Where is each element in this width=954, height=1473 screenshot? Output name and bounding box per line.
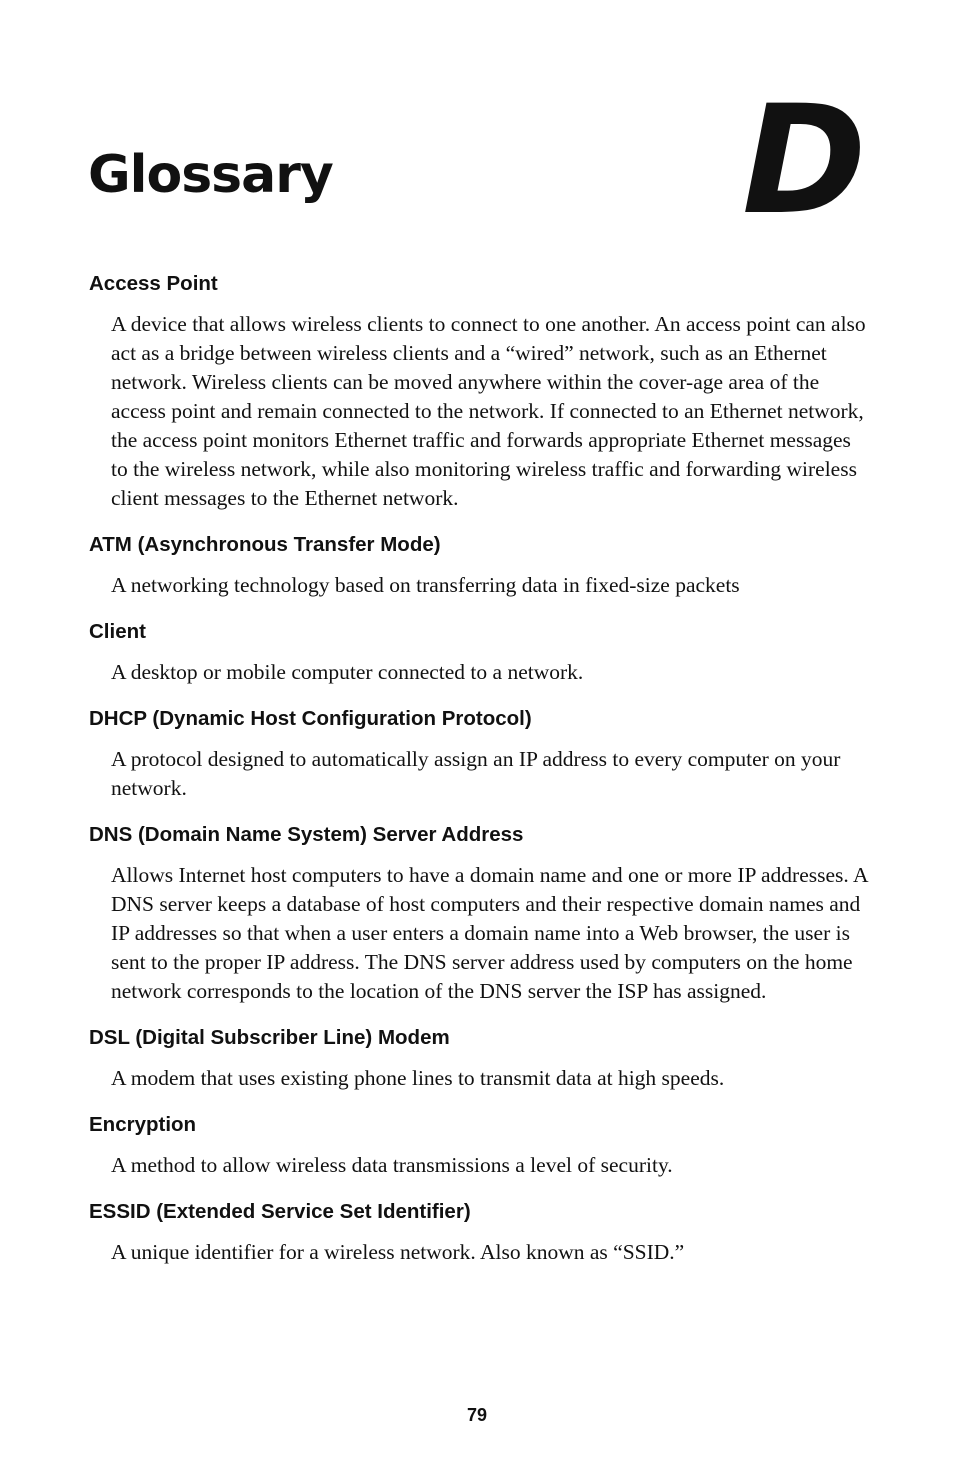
glossary-definition: A desktop or mobile computer connected to a network. <box>111 660 584 684</box>
glossary-term: ATM (Asynchronous Transfer Mode) <box>89 533 441 556</box>
glossary-term: DSL (Digital Subscriber Line) Modem <box>89 1026 450 1049</box>
glossary-definition: A device that allows wireless clients to connect to one another. An access point can also act as a bridge between wireless clients and a “wired” network, such as an Ethernet network. Wireless clients can be moved anywhere within the cover-age area of the access point and remain connected to the network. If connected to an Ethernet network, the access point monitors Ethernet traffic and forwards appropriate Ethernet messages to the wireless network, while also monitoring wireless traffic and forwarding wireless client messages to the Ethernet network. <box>111 312 866 510</box>
page-number: 79 <box>466 1405 488 1425</box>
glossary-definition: A modem that uses existing phone lines to transmit data at high speeds. <box>111 1066 725 1090</box>
glossary-definition: A networking technology based on transferring data in fixed-size packets <box>111 573 740 597</box>
glossary-entry-atm <box>89 529 869 600</box>
glossary-entry-dns <box>89 819 869 1006</box>
glossary-entry-client <box>89 616 869 687</box>
glossary-list <box>89 268 869 1283</box>
glossary-term: Client <box>89 620 146 643</box>
glossary-definition: A method to allow wireless data transmissions a level of security. <box>111 1153 673 1177</box>
glossary-entry-dhcp <box>89 703 869 803</box>
glossary-definition: Allows Internet host computers to have a domain name and one or more IP addresses. A DNS server keeps a database of host computers and their respective domain names and IP addresses so that when a user enters a domain name into a Web browser, the user is sent to the proper IP address. The DNS server address used by computers on the home network corresponds to the location of the DNS server the ISP has assigned. <box>111 863 868 1003</box>
glossary-entry-dsl <box>89 1022 869 1093</box>
glossary-term: DNS (Domain Name System) Server Address <box>89 823 524 846</box>
chapter-letter: D <box>742 74 867 248</box>
glossary-term: ESSID (Extended Service Set Identifier) <box>89 1200 471 1223</box>
glossary-definition: A protocol designed to automatically assign an IP address to every computer on your network. <box>111 747 841 800</box>
glossary-entry-access-point <box>89 268 869 513</box>
glossary-term: Encryption <box>89 1113 197 1136</box>
glossary-term: Access Point <box>89 272 218 295</box>
chapter-title: Glossary <box>88 145 333 205</box>
glossary-entry-encryption <box>89 1109 869 1180</box>
glossary-definition: A unique identifier for a wireless network. Also known as “SSID.” <box>111 1240 685 1264</box>
glossary-entry-essid <box>89 1196 869 1267</box>
glossary-term: DHCP (Dynamic Host Configuration Protocol) <box>89 707 532 730</box>
